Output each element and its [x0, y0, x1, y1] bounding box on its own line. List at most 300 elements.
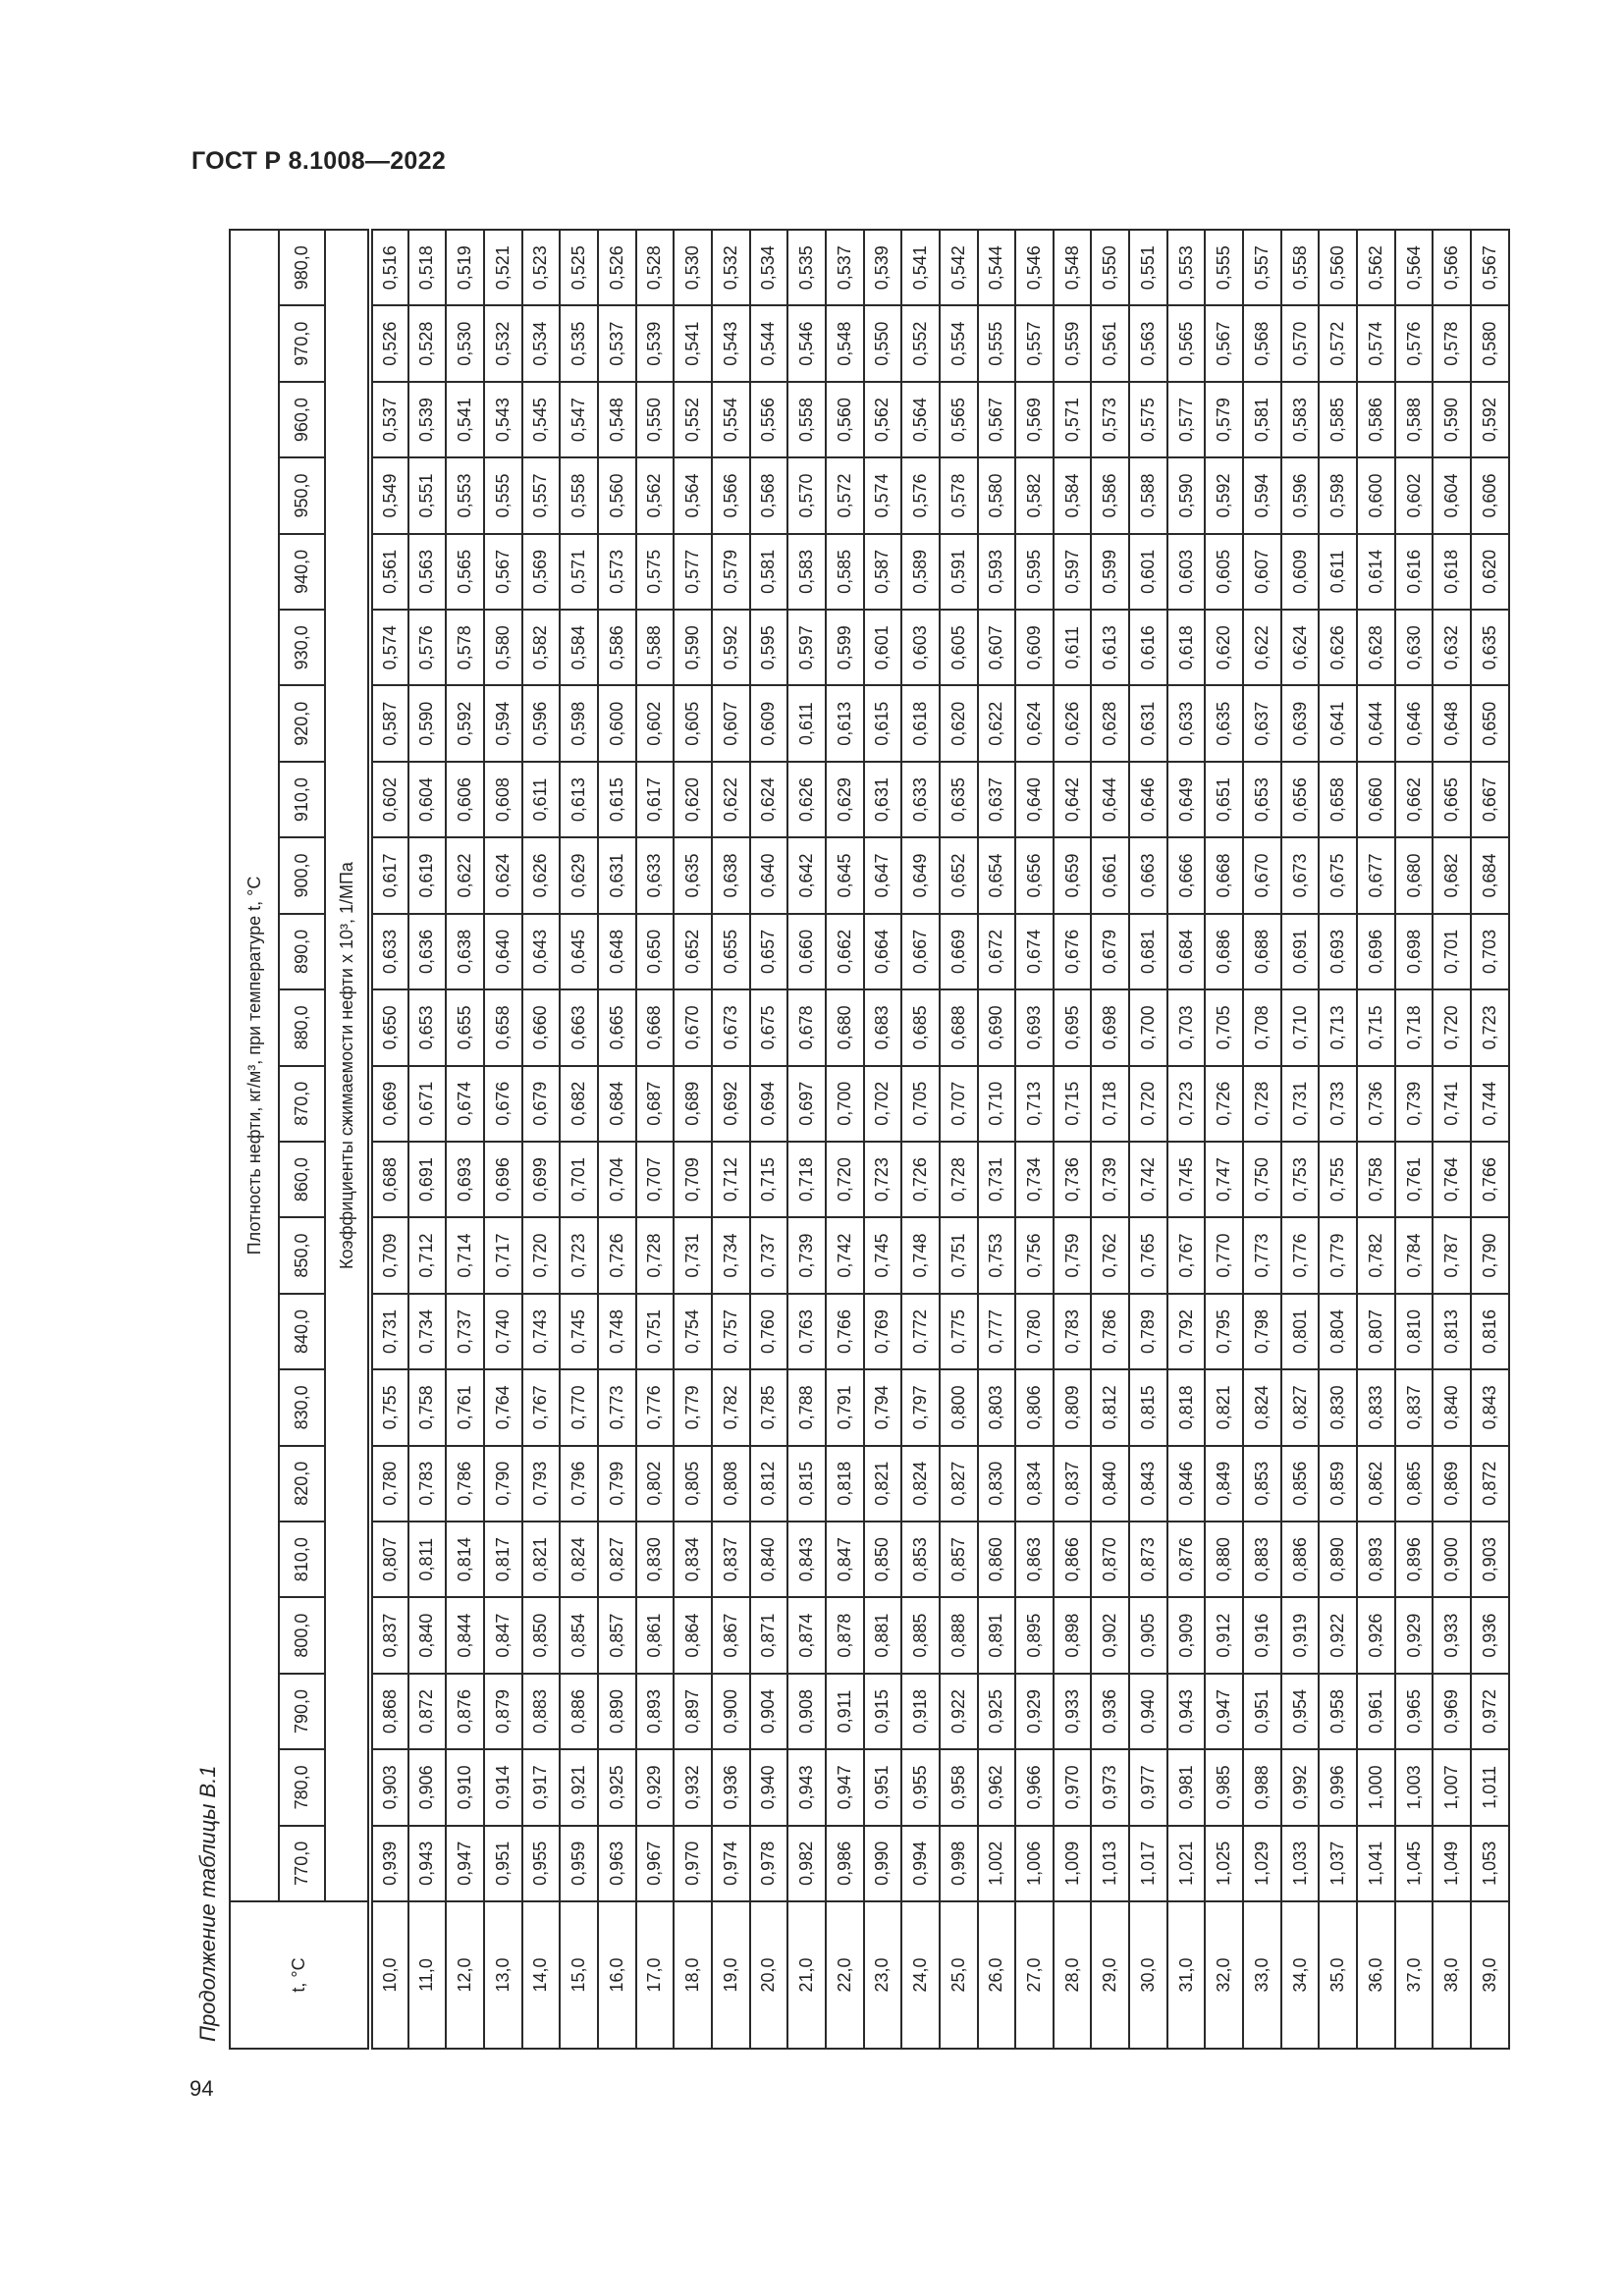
coefficient-cell: 0,834 — [674, 1522, 712, 1597]
coefficient-cell: 0,772 — [901, 1294, 940, 1369]
coefficient-cell: 0,916 — [1243, 1597, 1281, 1673]
coefficient-cell: 1,013 — [1091, 1826, 1129, 1901]
coefficient-cell: 0,792 — [1167, 1294, 1206, 1369]
coefficient-cell: 0,639 — [1281, 686, 1320, 762]
coefficient-cell: 1,011 — [1471, 1749, 1509, 1825]
coefficient-cell: 0,611 — [787, 686, 826, 762]
table-row — [1471, 230, 1509, 2049]
coefficient-cell: 0,587 — [864, 534, 902, 610]
coefficient-cell: 0,692 — [712, 1066, 750, 1142]
coefficient-cell: 0,539 — [408, 382, 447, 457]
coefficient-cell: 0,915 — [864, 1674, 902, 1749]
coefficient-cell: 0,544 — [750, 305, 788, 381]
density-value-cell: 890,0 — [279, 914, 325, 989]
coefficient-cell: 0,663 — [1129, 837, 1167, 913]
coefficient-cell: 0,665 — [598, 989, 636, 1065]
coefficient-cell: 0,986 — [826, 1826, 864, 1901]
temperature-cell: 28,0 — [1054, 1901, 1092, 2049]
temperature-cell: 38,0 — [1433, 1901, 1471, 2049]
coefficient-cell: 0,656 — [1015, 837, 1054, 913]
coefficient-cell: 0,629 — [826, 762, 864, 837]
coefficient-cell: 0,827 — [598, 1522, 636, 1597]
coefficient-cell: 0,682 — [560, 1066, 598, 1142]
coefficient-cell: 0,815 — [1129, 1369, 1167, 1445]
coefficient-cell: 0,569 — [1015, 382, 1054, 457]
coefficient-cell: 0,650 — [370, 989, 408, 1065]
coefficient-cell: 0,776 — [1281, 1217, 1320, 1293]
temperature-cell: 19,0 — [712, 1901, 750, 2049]
coefficient-cell: 0,581 — [1243, 382, 1281, 457]
coefficient-cell: 0,635 — [674, 837, 712, 913]
coefficient-cell: 0,685 — [901, 989, 940, 1065]
coefficient-cell: 0,557 — [1015, 305, 1054, 381]
coefficient-cell: 0,693 — [1319, 914, 1357, 989]
coefficient-cell: 0,660 — [522, 989, 561, 1065]
coefficient-cell: 0,573 — [1091, 382, 1129, 457]
temperature-cell: 20,0 — [750, 1901, 788, 2049]
coefficient-cell: 0,624 — [750, 762, 788, 837]
coefficient-cell: 0,594 — [484, 686, 522, 762]
coefficient-cell: 0,903 — [1471, 1522, 1509, 1597]
coefficient-cell: 0,784 — [1395, 1217, 1434, 1293]
coefficient-cell: 0,632 — [1433, 610, 1471, 685]
temperature-cell: 30,0 — [1129, 1901, 1167, 2049]
coefficient-cell: 0,933 — [1054, 1674, 1092, 1749]
table-row — [864, 230, 902, 2049]
temperature-cell: 32,0 — [1205, 1901, 1243, 2049]
coefficient-cell: 0,943 — [787, 1749, 826, 1825]
coefficient-cell: 0,620 — [1205, 610, 1243, 685]
coefficient-cell: 0,728 — [940, 1142, 978, 1217]
density-value-cell: 780,0 — [279, 1749, 325, 1825]
coefficient-cell: 0,636 — [408, 914, 447, 989]
coefficient-cell: 0,736 — [1357, 1066, 1395, 1142]
coefficient-cell: 0,929 — [1395, 1597, 1434, 1673]
coefficient-cell: 0,843 — [1129, 1446, 1167, 1522]
temperature-cell: 34,0 — [1281, 1901, 1320, 2049]
coefficient-cell: 0,693 — [446, 1142, 484, 1217]
coefficient-cell: 0,878 — [826, 1597, 864, 1673]
density-value-cell: 830,0 — [279, 1369, 325, 1445]
coefficient-cell: 0,970 — [674, 1826, 712, 1901]
coefficient-cell: 0,599 — [1091, 534, 1129, 610]
coefficient-cell: 1,021 — [1167, 1826, 1206, 1901]
coefficient-cell: 0,821 — [522, 1522, 561, 1597]
coefficient-cell: 0,649 — [901, 837, 940, 913]
coefficient-cell: 0,555 — [978, 305, 1016, 381]
coefficient-cell: 0,659 — [1054, 837, 1092, 913]
table-row — [1395, 230, 1434, 2049]
coefficient-cell: 0,731 — [674, 1217, 712, 1293]
coefficient-cell: 0,676 — [484, 1066, 522, 1142]
coefficient-cell: 0,687 — [636, 1066, 675, 1142]
coefficient-cell: 0,680 — [1395, 837, 1434, 913]
coefficient-cell: 0,925 — [978, 1674, 1016, 1749]
coefficient-cell: 0,590 — [674, 610, 712, 685]
coefficient-cell: 0,551 — [1129, 230, 1167, 305]
coefficient-cell: 0,854 — [560, 1597, 598, 1673]
coefficient-cell: 0,526 — [598, 230, 636, 305]
coefficient-cell: 0,824 — [560, 1522, 598, 1597]
coefficient-cell: 0,526 — [370, 305, 408, 381]
coefficient-cell: 0,615 — [864, 686, 902, 762]
coefficient-cell: 0,780 — [370, 1446, 408, 1522]
table-row — [1205, 230, 1243, 2049]
coefficient-cell: 0,613 — [826, 686, 864, 762]
coefficient-cell: 0,594 — [1243, 457, 1281, 533]
coefficient-cell: 0,787 — [1433, 1217, 1471, 1293]
coefficient-cell: 0,947 — [1205, 1674, 1243, 1749]
coefficient-cell: 0,648 — [598, 914, 636, 989]
coefficient-cell: 0,871 — [750, 1597, 788, 1673]
coefficient-cell: 0,584 — [560, 610, 598, 685]
coefficient-cell: 0,530 — [446, 305, 484, 381]
temperature-cell: 21,0 — [787, 1901, 826, 2049]
table-row — [674, 230, 712, 2049]
coefficient-cell: 0,796 — [560, 1446, 598, 1522]
coefficient-cell: 0,675 — [750, 989, 788, 1065]
coefficient-cell: 0,736 — [1054, 1142, 1092, 1217]
coefficient-cell: 0,525 — [560, 230, 598, 305]
coefficient-cell: 0,576 — [408, 610, 447, 685]
coefficient-cell: 0,602 — [636, 686, 675, 762]
coefficient-cell: 1,025 — [1205, 1826, 1243, 1901]
coefficient-cell: 0,590 — [1433, 382, 1471, 457]
coefficient-cell: 0,978 — [750, 1826, 788, 1901]
coefficient-cell: 0,562 — [864, 382, 902, 457]
coefficient-cell: 0,872 — [1471, 1446, 1509, 1522]
coefficient-cell: 0,862 — [1357, 1446, 1395, 1522]
coefficient-cell: 0,865 — [1395, 1446, 1434, 1522]
coefficient-cell: 0,921 — [560, 1749, 598, 1825]
coefficient-cell: 0,541 — [901, 230, 940, 305]
coefficient-cell: 0,562 — [1357, 230, 1395, 305]
coefficient-cell: 0,548 — [1054, 230, 1092, 305]
table-row — [598, 230, 636, 2049]
coefficient-cell: 0,572 — [826, 457, 864, 533]
coefficient-cell: 0,561 — [370, 534, 408, 610]
coefficient-cell: 0,535 — [560, 305, 598, 381]
coefficient-cell: 1,007 — [1433, 1749, 1471, 1825]
coefficient-cell: 0,764 — [484, 1369, 522, 1445]
coefficient-cell: 0,586 — [1357, 382, 1395, 457]
coefficient-cell: 0,583 — [787, 534, 826, 610]
coefficient-cell: 0,552 — [901, 305, 940, 381]
coefficient-cell: 0,631 — [598, 837, 636, 913]
coefficient-cell: 0,699 — [522, 1142, 561, 1217]
coefficient-cell: 0,714 — [446, 1217, 484, 1293]
coefficient-cell: 0,563 — [1129, 305, 1167, 381]
coefficient-cell: 0,969 — [1433, 1674, 1471, 1749]
coefficient-cell: 0,597 — [1054, 534, 1092, 610]
coefficient-cell: 0,770 — [1205, 1217, 1243, 1293]
coefficient-cell: 0,751 — [636, 1294, 675, 1369]
coefficient-cell: 0,530 — [674, 230, 712, 305]
coefficient-cell: 0,856 — [1281, 1446, 1320, 1522]
coefficient-cell: 0,940 — [1129, 1674, 1167, 1749]
coefficient-cell: 0,846 — [1167, 1446, 1206, 1522]
coefficient-cell: 0,566 — [1433, 230, 1471, 305]
coefficient-cell: 0,614 — [1357, 534, 1395, 610]
coefficient-cell: 0,550 — [1091, 230, 1129, 305]
coefficient-cell: 0,859 — [1319, 1446, 1357, 1522]
coefficient-cell: 0,559 — [1054, 305, 1092, 381]
table-row — [1281, 230, 1320, 2049]
coefficient-cell: 0,733 — [1319, 1066, 1357, 1142]
coefficient-cell: 0,888 — [940, 1597, 978, 1673]
coefficient-cell: 0,568 — [1243, 305, 1281, 381]
coefficient-cell: 0,743 — [522, 1294, 561, 1369]
coefficient-cell: 0,713 — [1319, 989, 1357, 1065]
coefficient-cell: 1,053 — [1471, 1826, 1509, 1901]
coefficient-cell: 0,669 — [940, 914, 978, 989]
coefficient-cell: 0,958 — [940, 1749, 978, 1825]
coefficient-cell: 0,701 — [560, 1142, 598, 1217]
coefficient-cell: 0,663 — [560, 989, 598, 1065]
coefficient-cell: 0,870 — [1091, 1522, 1129, 1597]
density-value-cell: 910,0 — [279, 762, 325, 837]
coefficient-cell: 0,629 — [560, 837, 598, 913]
coefficient-cell: 0,604 — [1433, 457, 1471, 533]
coefficient-cell: 0,737 — [750, 1217, 788, 1293]
coefficient-cell: 0,776 — [636, 1369, 675, 1445]
coefficient-cell: 0,837 — [370, 1597, 408, 1673]
coefficient-cell: 0,592 — [446, 686, 484, 762]
coefficient-cell: 0,777 — [978, 1294, 1016, 1369]
coefficient-cell: 0,521 — [484, 230, 522, 305]
coefficient-cell: 0,867 — [712, 1597, 750, 1673]
coefficient-cell: 0,566 — [712, 457, 750, 533]
coefficient-cell: 0,642 — [787, 837, 826, 913]
coefficient-cell: 0,598 — [1319, 457, 1357, 533]
coefficient-cell: 0,556 — [750, 382, 788, 457]
coefficient-cell: 0,748 — [598, 1294, 636, 1369]
coefficient-cell: 0,880 — [1205, 1522, 1243, 1597]
coefficient-cell: 0,604 — [408, 762, 447, 837]
coefficient-cell: 0,790 — [1471, 1217, 1509, 1293]
coefficient-cell: 0,567 — [484, 534, 522, 610]
coefficient-cell: 0,697 — [787, 1066, 826, 1142]
coefficient-cell: 0,655 — [446, 989, 484, 1065]
coefficient-cell: 0,864 — [674, 1597, 712, 1673]
coefficient-cell: 0,624 — [1281, 610, 1320, 685]
coefficient-cell: 0,678 — [787, 989, 826, 1065]
coefficient-cell: 0,717 — [484, 1217, 522, 1293]
coefficient-cell: 0,640 — [1015, 762, 1054, 837]
coefficient-cell: 0,816 — [1471, 1294, 1509, 1369]
coefficient-cell: 0,631 — [1129, 686, 1167, 762]
coefficient-cell: 0,560 — [598, 457, 636, 533]
coefficient-cell: 0,650 — [1471, 686, 1509, 762]
coefficient-cell: 0,919 — [1281, 1597, 1320, 1673]
temperature-cell: 12,0 — [446, 1901, 484, 2049]
coefficient-cell: 0,688 — [370, 1142, 408, 1217]
coefficient-cell: 0,626 — [1054, 686, 1092, 762]
coefficient-cell: 0,673 — [712, 989, 750, 1065]
coefficient-cell: 0,827 — [940, 1446, 978, 1522]
coefficient-cell: 0,624 — [1015, 686, 1054, 762]
table-row — [408, 230, 447, 2049]
page-number: 94 — [189, 2076, 214, 2101]
coefficient-cell: 0,565 — [940, 382, 978, 457]
coefficient-cell: 0,830 — [1319, 1369, 1357, 1445]
table-row — [1433, 230, 1471, 2049]
temperature-cell: 23,0 — [864, 1901, 902, 2049]
coefficient-cell: 0,680 — [826, 989, 864, 1065]
density-value-cell: 810,0 — [279, 1522, 325, 1597]
coefficient-cell: 0,873 — [1129, 1522, 1167, 1597]
coefficient-cell: 0,635 — [1205, 686, 1243, 762]
coefficient-cell: 0,635 — [1471, 610, 1509, 685]
coefficient-cell: 0,642 — [1054, 762, 1092, 837]
coefficient-cell: 0,662 — [826, 914, 864, 989]
coefficient-cell: 0,723 — [560, 1217, 598, 1293]
coefficient-cell: 0,998 — [940, 1826, 978, 1901]
coefficient-cell: 0,876 — [446, 1674, 484, 1749]
coefficient-cell: 0,767 — [1167, 1217, 1206, 1293]
coefficient-cell: 0,977 — [1129, 1749, 1167, 1825]
coefficient-cell: 0,763 — [787, 1294, 826, 1369]
density-value-cell: 920,0 — [279, 686, 325, 762]
coefficient-cell: 0,675 — [1319, 837, 1357, 913]
coefficient-cell: 0,564 — [901, 382, 940, 457]
coefficient-cell: 0,985 — [1205, 1749, 1243, 1825]
coefficient-cell: 0,700 — [826, 1066, 864, 1142]
coefficient-cell: 0,622 — [978, 686, 1016, 762]
coefficient-cell: 0,661 — [1091, 837, 1129, 913]
coefficient-cell: 0,667 — [1471, 762, 1509, 837]
coefficient-cell: 0,843 — [787, 1522, 826, 1597]
coefficient-cell: 0,811 — [408, 1522, 447, 1597]
coefficient-cell: 0,704 — [598, 1142, 636, 1217]
coefficient-cell: 0,853 — [901, 1522, 940, 1597]
coefficient-cell: 0,958 — [1319, 1674, 1357, 1749]
coefficient-cell: 0,966 — [1015, 1749, 1054, 1825]
coefficient-cell: 0,586 — [1091, 457, 1129, 533]
density-value-cell: 980,0 — [279, 230, 325, 305]
density-value-cell: 970,0 — [279, 305, 325, 381]
coefficient-cell: 0,664 — [864, 914, 902, 989]
coefficient-cell: 0,959 — [560, 1826, 598, 1901]
coefficient-header: Коэффициенты сжимаемости нефти х 10³, 1/МПа — [325, 230, 370, 1901]
temperature-cell: 13,0 — [484, 1901, 522, 2049]
coefficient-cell: 0,598 — [560, 686, 598, 762]
coefficient-cell: 0,833 — [1357, 1369, 1395, 1445]
coefficient-cell: 0,537 — [370, 382, 408, 457]
coefficient-cell: 0,622 — [1243, 610, 1281, 685]
coefficient-cell: 0,840 — [750, 1522, 788, 1597]
coefficient-cell: 1,033 — [1281, 1826, 1320, 1901]
coefficient-cell: 0,898 — [1054, 1597, 1092, 1673]
coefficient-cell: 0,872 — [408, 1674, 447, 1749]
coefficient-cell: 0,622 — [712, 762, 750, 837]
coefficient-cell: 0,535 — [787, 230, 826, 305]
coefficient-cell: 0,868 — [370, 1674, 408, 1749]
coefficient-cell: 0,783 — [408, 1446, 447, 1522]
coefficient-cell: 0,620 — [1471, 534, 1509, 610]
coefficient-cell: 0,561 — [1091, 305, 1129, 381]
coefficient-cell: 0,573 — [598, 534, 636, 610]
coefficient-cell: 1,002 — [978, 1826, 1016, 1901]
coefficient-cell: 0,562 — [636, 457, 675, 533]
coefficient-cell: 0,861 — [636, 1597, 675, 1673]
coefficient-cell: 0,696 — [1357, 914, 1395, 989]
coefficient-cell: 0,649 — [1167, 762, 1206, 837]
coefficient-cell: 0,703 — [1167, 989, 1206, 1065]
coefficient-cell: 0,790 — [484, 1446, 522, 1522]
coefficient-cell: 0,545 — [522, 382, 561, 457]
coefficient-cell: 0,720 — [522, 1217, 561, 1293]
coefficient-cell: 0,633 — [1167, 686, 1206, 762]
coefficient-cell: 0,611 — [522, 762, 561, 837]
density-header: Плотность нефти, кг/м³, при температуре t, °C — [230, 230, 279, 1901]
table-row — [901, 230, 940, 2049]
coefficient-cell: 0,575 — [636, 534, 675, 610]
density-value-cell: 770,0 — [279, 1826, 325, 1901]
coefficient-cell: 0,893 — [636, 1674, 675, 1749]
coefficient-cell: 0,620 — [940, 686, 978, 762]
coefficient-cell: 0,673 — [1281, 837, 1320, 913]
coefficient-cell: 1,003 — [1395, 1749, 1434, 1825]
table-row — [484, 230, 522, 2049]
coefficient-cell: 0,718 — [1395, 989, 1434, 1065]
coefficient-cell: 0,551 — [408, 457, 447, 533]
coefficient-cell: 0,954 — [1281, 1674, 1320, 1749]
coefficient-cell: 0,955 — [522, 1826, 561, 1901]
coefficient-cell: 0,519 — [446, 230, 484, 305]
coefficient-cell: 0,786 — [446, 1446, 484, 1522]
coefficient-cell: 0,635 — [940, 762, 978, 837]
table-row — [560, 230, 598, 2049]
coefficient-cell: 0,658 — [484, 989, 522, 1065]
coefficient-cell: 0,775 — [940, 1294, 978, 1369]
coefficient-cell: 0,723 — [864, 1142, 902, 1217]
coefficient-cell: 0,742 — [826, 1217, 864, 1293]
coefficient-cell: 0,756 — [1015, 1217, 1054, 1293]
coefficient-cell: 0,734 — [408, 1294, 447, 1369]
coefficient-cell: 0,624 — [484, 837, 522, 913]
coefficient-cell: 0,904 — [750, 1674, 788, 1749]
coefficient-cell: 0,674 — [446, 1066, 484, 1142]
density-value-cell: 790,0 — [279, 1674, 325, 1749]
table-row — [1243, 230, 1281, 2049]
coefficient-cell: 0,691 — [408, 1142, 447, 1217]
table-row — [978, 230, 1016, 2049]
coefficient-cell: 0,589 — [901, 534, 940, 610]
coefficient-cell: 0,818 — [826, 1446, 864, 1522]
temperature-cell: 11,0 — [408, 1901, 447, 2049]
coefficient-cell: 0,652 — [940, 837, 978, 913]
temperature-cell: 26,0 — [978, 1901, 1016, 2049]
coefficient-cell: 0,592 — [1205, 457, 1243, 533]
coefficient-cell: 0,705 — [901, 1066, 940, 1142]
coefficient-cell: 0,715 — [1357, 989, 1395, 1065]
coefficient-cell: 0,600 — [1357, 457, 1395, 533]
coefficient-cell: 0,807 — [1357, 1294, 1395, 1369]
coefficient-cell: 0,593 — [978, 534, 1016, 610]
coefficient-cell: 0,794 — [864, 1369, 902, 1445]
coefficient-cell: 0,645 — [560, 914, 598, 989]
coefficient-cell: 0,903 — [370, 1749, 408, 1825]
coefficient-cell: 0,638 — [712, 837, 750, 913]
coefficient-cell: 0,578 — [940, 457, 978, 533]
coefficient-cell: 0,803 — [978, 1369, 1016, 1445]
coefficient-cell: 0,726 — [901, 1142, 940, 1217]
coefficient-cell: 0,806 — [1015, 1369, 1054, 1445]
coefficient-cell: 0,570 — [787, 457, 826, 533]
coefficient-cell: 0,908 — [787, 1674, 826, 1749]
coefficient-cell: 0,579 — [1205, 382, 1243, 457]
